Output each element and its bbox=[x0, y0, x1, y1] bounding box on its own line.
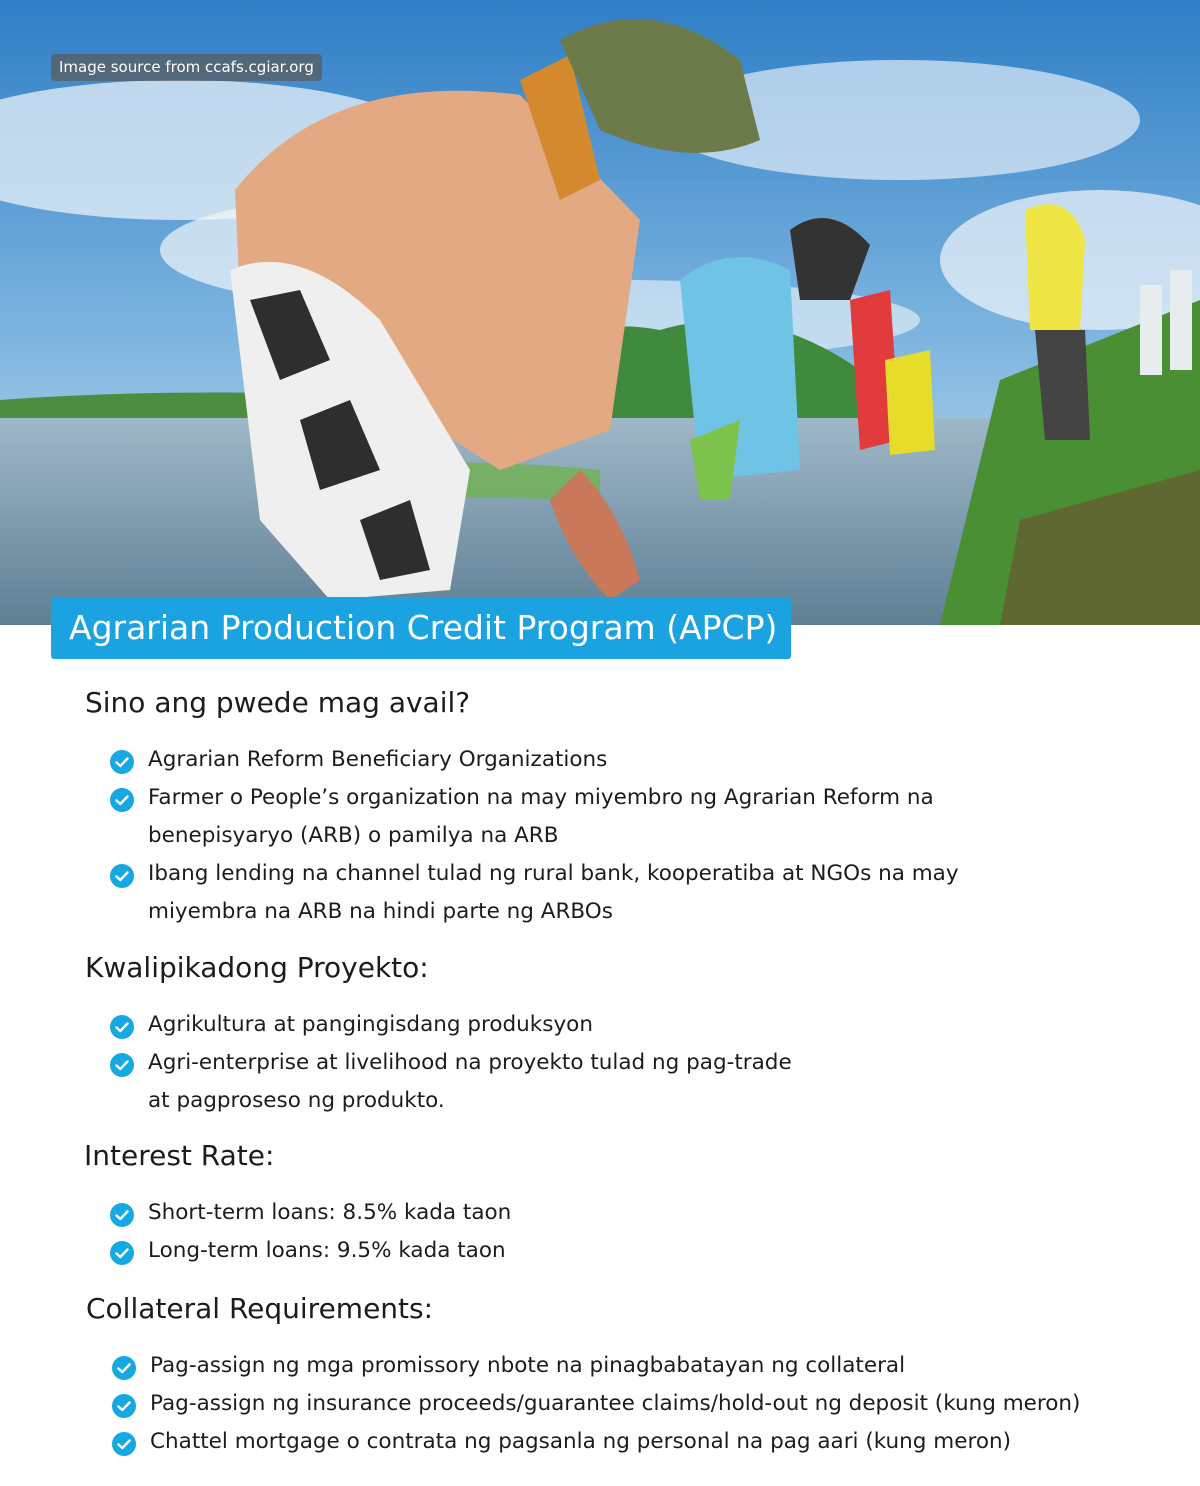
list-item-text: Pag-assign ng mga promissory nbote na pinagbabatayan ng collateral bbox=[150, 1353, 906, 1378]
list-item bbox=[110, 779, 959, 855]
list-item bbox=[110, 1194, 511, 1232]
section-heading-qualified-projects: Kwalipikadong Proyekto: bbox=[85, 951, 429, 984]
list-item bbox=[110, 1232, 511, 1270]
list-item-text-continued: benepisyaryo (ARB) o pamilya na ARB bbox=[148, 823, 559, 848]
program-title-banner: Agrarian Production Credit Program (APCP) bbox=[51, 597, 791, 659]
list-item-text: Long-term loans: 9.5% kada taon bbox=[148, 1238, 506, 1263]
list-item bbox=[112, 1423, 1080, 1461]
check-circle-icon bbox=[110, 1202, 134, 1226]
list-item-text: Short-term loans: 8.5% kada taon bbox=[148, 1200, 512, 1225]
list-item bbox=[110, 1044, 792, 1120]
list-item-text: Agrikultura at pangingisdang produksyon bbox=[148, 1012, 593, 1037]
check-circle-icon bbox=[112, 1393, 136, 1417]
hero-photo bbox=[0, 0, 1200, 625]
list-item-text: Agrarian Reform Beneficiary Organizations bbox=[148, 747, 608, 772]
check-circle-icon bbox=[110, 863, 134, 887]
list-item-text: Pag-assign ng insurance proceeds/guarantee claims/hold-out ng deposit (kung meron) bbox=[150, 1391, 1081, 1416]
list-item-text: Farmer o People’s organization na may miyembro ng Agrarian Reform na bbox=[148, 785, 934, 810]
list-item bbox=[112, 1385, 1080, 1423]
check-circle-icon bbox=[110, 749, 134, 773]
list-item-text-continued: miyembra na ARB na hindi parte ng ARBOs bbox=[148, 899, 613, 924]
interest-rate-list bbox=[110, 1194, 511, 1270]
section-heading-interest-rate: Interest Rate: bbox=[84, 1139, 275, 1172]
list-item bbox=[110, 1006, 792, 1044]
qualified-projects-list bbox=[110, 1006, 792, 1120]
list-item bbox=[110, 855, 959, 931]
list-item-text: Chattel mortgage o contrata ng pagsanla ng personal na pag aari (kung meron) bbox=[150, 1429, 1011, 1454]
check-circle-icon bbox=[112, 1355, 136, 1379]
eligibility-list bbox=[110, 741, 959, 931]
list-item-text: Agri-enterprise at livelihood na proyekto tulad ng pag-trade bbox=[148, 1050, 792, 1075]
list-item-text: Ibang lending na channel tulad ng rural bank, kooperatiba at NGOs na may bbox=[148, 861, 959, 886]
section-heading-eligibility: Sino ang pwede mag avail? bbox=[85, 686, 471, 719]
rice-farmers-photo bbox=[0, 0, 1200, 625]
list-item bbox=[112, 1347, 1080, 1385]
section-heading-collateral: Collateral Requirements: bbox=[86, 1292, 434, 1325]
list-item bbox=[110, 741, 959, 779]
list-item-text-continued: at pagproseso ng produkto. bbox=[148, 1088, 445, 1113]
check-circle-icon bbox=[110, 1014, 134, 1038]
check-circle-icon bbox=[112, 1431, 136, 1455]
check-circle-icon bbox=[110, 1052, 134, 1076]
collateral-list bbox=[112, 1347, 1080, 1461]
image-source-caption: Image source from ccafs.cgiar.org bbox=[51, 54, 322, 81]
check-circle-icon bbox=[110, 1240, 134, 1264]
check-circle-icon bbox=[110, 787, 134, 811]
